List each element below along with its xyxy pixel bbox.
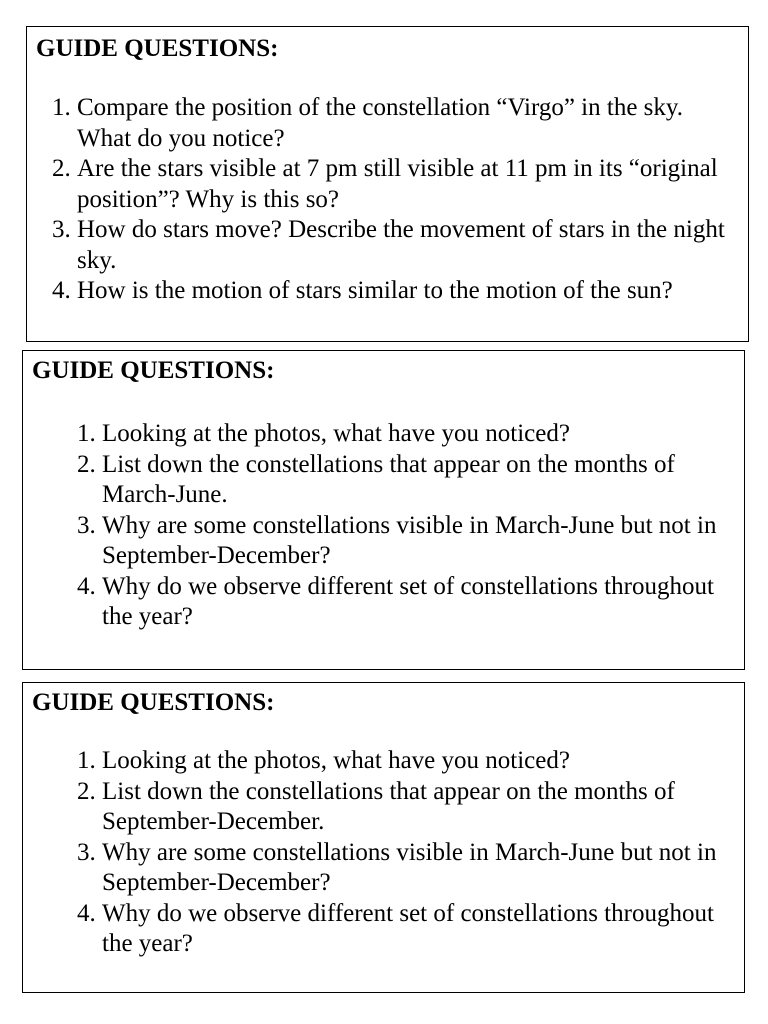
- question-text: Are the stars visible at 7 pm still visible at 11 pm in its “original position”? Why is this so?: [77, 155, 718, 213]
- question-list: [52, 93, 742, 307]
- question-item: [77, 838, 742, 899]
- question-number: 3.: [77, 511, 96, 539]
- question-text: How do stars move? Describe the movement of stars in the night sky.: [77, 216, 725, 274]
- question-number: 4.: [77, 899, 96, 927]
- question-text: List down the constellations that appear on the months of September-December.: [102, 777, 675, 835]
- question-text: Compare the position of the constellation “Virgo” in the sky. What do you notice?: [77, 94, 684, 152]
- question-number: 2.: [52, 155, 71, 182]
- question-list: [77, 746, 742, 960]
- question-text: How is the motion of stars similar to the motion of the sun?: [77, 277, 673, 304]
- question-text: Why do we observe different set of constellations throughout the year?: [102, 899, 714, 957]
- question-text: Why are some constellations visible in March-June but not in September-December?: [102, 838, 717, 896]
- box-heading: GUIDE QUESTIONS:: [32, 689, 275, 716]
- question-number: 1.: [77, 420, 96, 447]
- question-number: 4.: [77, 572, 96, 600]
- question-number: 1.: [52, 94, 71, 121]
- question-number: 2.: [77, 450, 96, 478]
- box-heading: GUIDE QUESTIONS:: [36, 35, 279, 62]
- question-number: 2.: [77, 777, 96, 805]
- question-text: List down the constellations that appear on the months of March-June.: [102, 450, 675, 508]
- question-item: [52, 154, 742, 215]
- question-item: [77, 746, 742, 777]
- question-item: [77, 419, 742, 450]
- question-number: 3.: [77, 838, 96, 866]
- box-heading: GUIDE QUESTIONS:: [32, 357, 275, 384]
- question-item: [52, 215, 742, 276]
- question-item: [52, 93, 742, 154]
- guide-questions-box-2: [22, 350, 745, 670]
- guide-questions-box-1: [26, 26, 749, 342]
- guide-questions-box-3: [22, 682, 745, 993]
- question-text: Looking at the photos, what have you noticed?: [102, 420, 570, 447]
- question-item: [77, 572, 742, 633]
- question-number: 4.: [52, 277, 71, 304]
- question-item: [77, 777, 742, 838]
- question-item: [77, 899, 742, 960]
- question-item: [52, 276, 742, 307]
- question-item: [77, 511, 742, 572]
- question-number: 1.: [77, 747, 96, 774]
- question-text: Why are some constellations visible in March-June but not in September-December?: [102, 511, 717, 569]
- question-list: [77, 419, 742, 633]
- question-text: Looking at the photos, what have you noticed?: [102, 747, 570, 774]
- question-item: [77, 450, 742, 511]
- question-number: 3.: [52, 216, 71, 243]
- question-text: Why do we observe different set of constellations throughout the year?: [102, 572, 714, 630]
